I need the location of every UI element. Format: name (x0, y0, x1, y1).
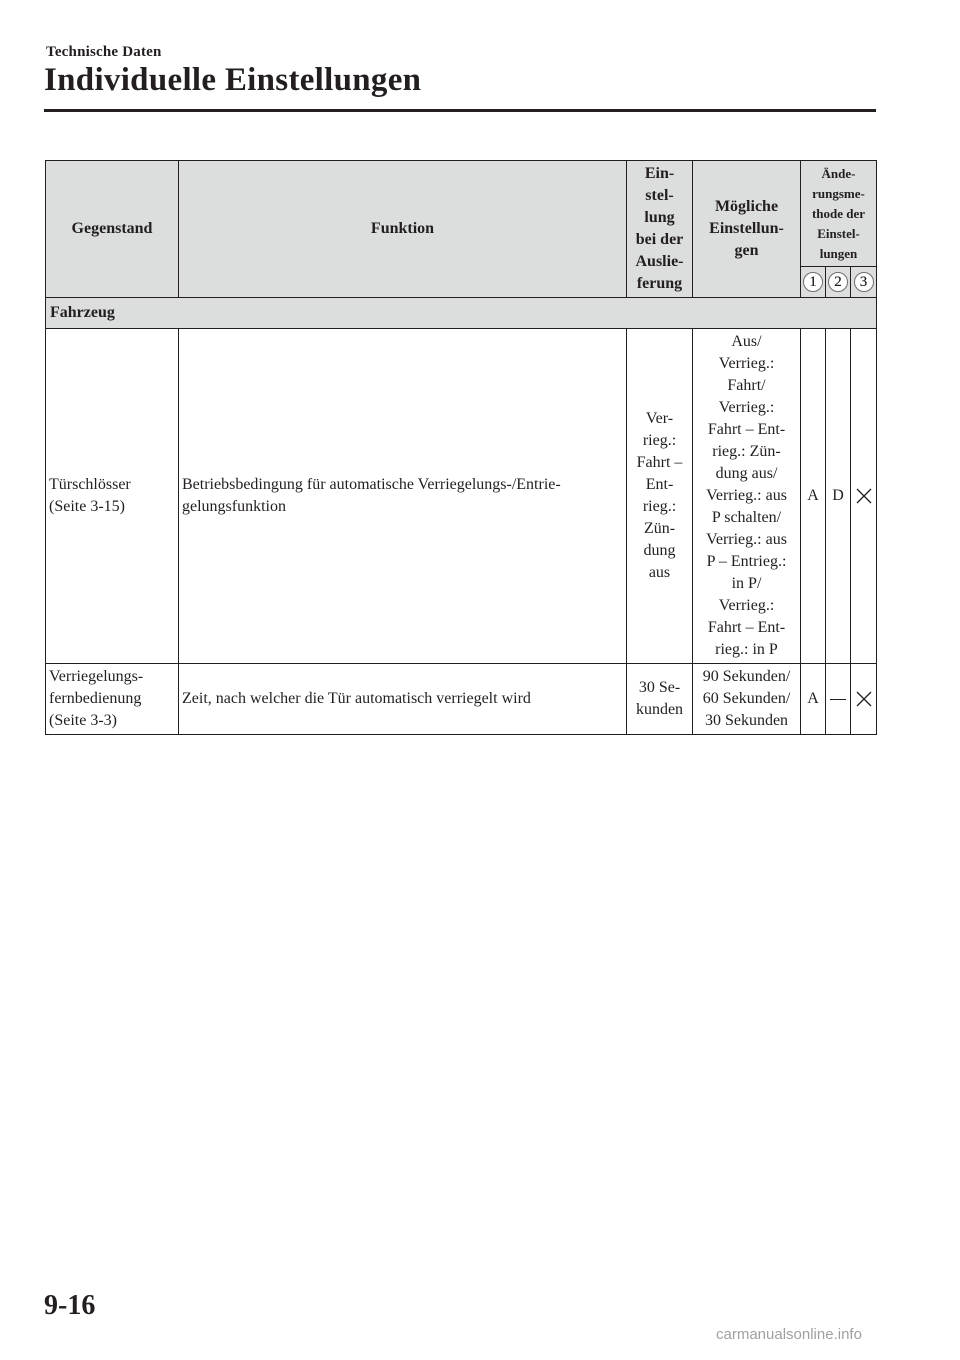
row-method-1: A (801, 664, 826, 735)
row-function: Zeit, nach welcher die Tür automatisch verriegelt wird (179, 664, 627, 735)
row-item: Türschlösser (Seite 3-15) (46, 329, 179, 664)
watermark: carmanualsonline.info (716, 1326, 862, 1343)
method-number-3-label: 3 (854, 272, 874, 292)
cross-icon (851, 664, 877, 735)
page-number: 9-16 (44, 1290, 96, 1321)
column-header-possible: Mögliche Einstellun- gen (693, 161, 801, 298)
method-number-2 (826, 267, 851, 298)
column-header-method: Ände- rungsme- thode der Einstel- lungen (801, 161, 877, 267)
table-row (46, 664, 877, 735)
settings-table (45, 160, 877, 735)
column-header-item: Gegenstand (46, 161, 179, 298)
section-label: Technische Daten (46, 44, 162, 60)
column-header-default: Ein- stel- lung bei der Auslie- ferung (627, 161, 693, 298)
row-function: Betriebsbedingung für automatische Verriegelungs-/Entrie- gelungsfunktion (179, 329, 627, 664)
row-method-1: A (801, 329, 826, 664)
row-default: Ver- rieg.: Fahrt – Ent- rieg.: Zün- dung aus (627, 329, 693, 664)
page-title: Individuelle Einstellungen (44, 62, 422, 98)
table-row (46, 329, 877, 664)
method-number-3 (851, 267, 877, 298)
method-number-1-label: 1 (803, 272, 823, 292)
dash-icon (826, 664, 851, 735)
row-possible: 90 Sekunden/ 60 Sekunden/ 30 Sekunden (693, 664, 801, 735)
method-number-2-label: 2 (828, 272, 848, 292)
group-label: Fahrzeug (46, 298, 877, 329)
method-number-1 (801, 267, 826, 298)
row-possible: Aus/ Verrieg.: Fahrt/ Verrieg.: Fahrt – Ent- rieg.: Zün- dung aus/ Verrieg.: aus P schalten/ Verrieg.: aus P – Entrieg.: in P/ Verrieg.: Fahrt – Ent- rieg.: in P (693, 329, 801, 664)
row-method-2: D (826, 329, 851, 664)
cross-icon (851, 329, 877, 664)
column-header-function: Funktion (179, 161, 627, 298)
row-item: Verriegelungs- fernbedienung (Seite 3-3) (46, 664, 179, 735)
title-rule (44, 109, 876, 112)
row-default: 30 Se- kunden (627, 664, 693, 735)
group-row (46, 298, 877, 329)
